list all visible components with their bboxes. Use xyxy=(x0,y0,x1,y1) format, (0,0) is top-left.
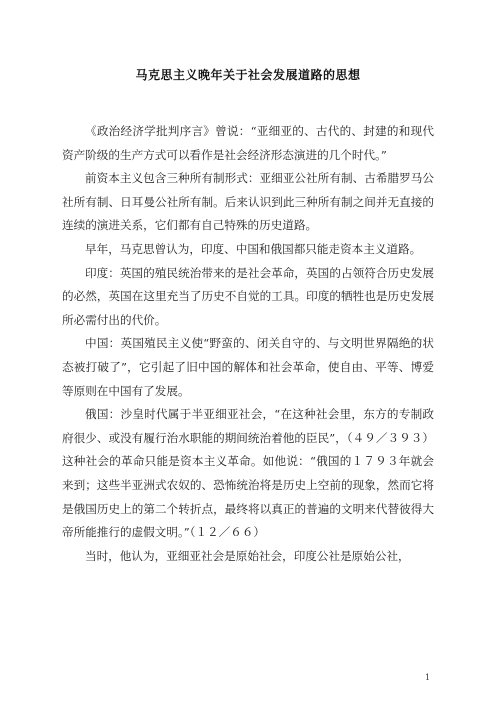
document-title: 马克思主义晚年关于社会发展道路的思想 xyxy=(135,68,361,82)
document-body xyxy=(62,120,434,568)
paragraph-asiatic-society: 当时，他认为，亚细亚社会是原始社会，印度公社是原始公社， xyxy=(85,548,410,563)
paragraph-early-view: 早年，马克思曾认为，印度、中国和俄国都只能走资本主义道路。 xyxy=(85,241,422,256)
paragraph-preface-quote: 《政治经济学批判序言》曾说：“亚细亚的、古代的、封建的和现代资产阶级的生产方式可以看作是社会经济形态演进的几个时代。” xyxy=(62,124,434,162)
paragraph-three-ownership-forms: 前资本主义包含三种所有制形式：亚细亚公社所有制、古希腊罗马公社所有制、日耳曼公社所有制。后来认识到此三种所有制之间并无直接的连续的演进关系，它们都有自己特殊的历史道路。 xyxy=(62,171,434,233)
page-number: 1 xyxy=(425,673,431,682)
paragraph-russia: 俄国：沙皇时代属于半亚细亚社会，“在这种社会里，东方的专制政府很少、或没有履行治水职能的期间统治着他的臣民”，（４９／３９３）这种社会的革命只能是资本主义革命。如他说：“俄国的１７９３年就会来到；这些半亚洲式农奴的、恐怖统治将是历史上空前的现象，然而它将是俄国历史上的第二个转折点，最终将以真正的普遍的文明来代替彼得大帝所能推行的虚假文明。”（１２／６６） xyxy=(62,407,434,540)
paragraph-china: 中国：英国殖民主义使“野蛮的、闭关自守的、与文明世界隔绝的状态被打破了”，它引起了旧中国的解体和社会革命，使自由、平等、博爱等原则在中国有了发展。 xyxy=(62,336,434,398)
paragraph-india: 印度：英国的殖民统治带来的是社会革命，英国的占领符合历史发展的必然，英国在这里充当了历史不自觉的工具。印度的牺牲也是历史发展所必需付出的代价。 xyxy=(62,265,434,327)
